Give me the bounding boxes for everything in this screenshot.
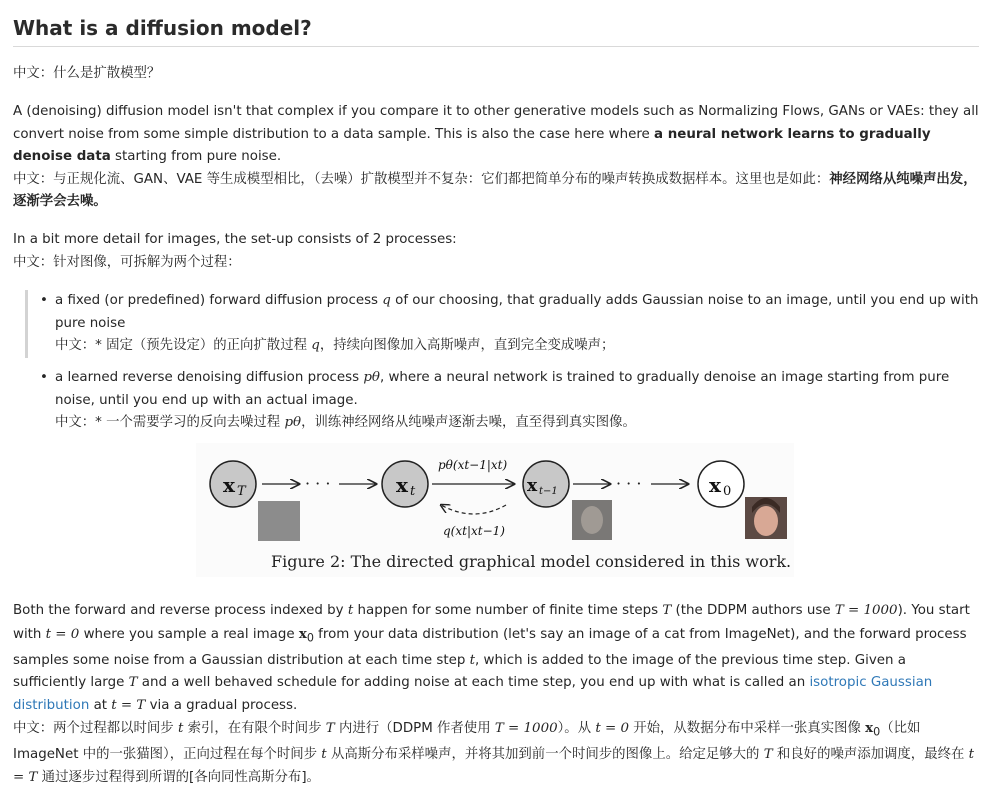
intro-en-text-b: starting from pure noise. [110,149,282,164]
setup-paragraph [13,229,979,274]
reverse-edge-label: pθ(xt−1|xt) [438,458,508,472]
p3-zh-8: 和良好的噪声添加调度，最终在 [772,747,969,763]
p3-zh-sym-T2: T [763,747,773,763]
noisy-face-shape [581,506,603,534]
setup-en: In a bit more detail for images, the set-up consists of 2 processes: [13,232,457,247]
forward-edge-label: q(xt|xt−1) [443,524,505,538]
list-item-reverse [40,367,985,435]
face-skin [754,506,778,536]
node-xT-sub: T [237,484,246,499]
node-xT-label: x [223,473,235,497]
reverse-zh-symbol: pθ [284,415,302,430]
forward-zh-a: 中文：* 固定（预先设定）的正向扩散过程 [55,338,312,353]
intro-en-text-a: A (denoising) diffusion model isn't that complex if you compare it to other generative models such as Normalizing Flows, GANs or VAEs: they all convert noise from some simple distribution to a data sample. This is also the case here where [13,104,979,142]
ellipsis-1: · · · [305,474,331,493]
p3-zh-3: 内进行（DDPM 作者使用 [334,721,495,737]
intro-en [13,101,979,169]
p3-zh-6: （比如 ImageNet 中的一张猫图），正向过程在每个时间步 [13,721,921,763]
forward-en-a: a fixed (or predefined) forward diffusion process [55,293,383,308]
p3-zh-sym-t2: t [321,747,327,763]
forward-zh-symbol: q [311,338,320,353]
forward-en-b: of our choosing, that gradually adds Gaussian noise to an image, until you end up with pure noise [55,293,979,331]
p3-sym-T2: T [128,675,138,691]
isotropic-gaussian-link[interactable]: isotropic Gaussian distribution [13,675,933,713]
ellipsis-2: · · · [616,474,642,493]
node-xt-1-label: x [527,476,538,496]
p3-sym-T: T [662,603,672,618]
reverse-en-a: a learned reverse denoising diffusion process [55,370,364,385]
p3-zh-sym-t: t [177,721,184,737]
time-steps-paragraph [13,600,979,789]
list-item-forward [40,290,980,358]
intro-zh [13,169,979,214]
time-steps-zh [13,717,979,789]
p3-en-1: Both the forward and reverse process indexed by [13,603,348,618]
blockquote-forward-process [25,290,980,358]
p3-eq-tT: t = T [111,697,146,713]
p3-sym-x-sub: 0 [306,631,314,645]
node-x0-sub: 0 [723,484,732,499]
edge-forward [441,505,506,514]
p3-en-4: ). You start with [13,603,970,642]
node-xt-sub: t [410,484,416,499]
p3-en-10: via a gradual process. [145,697,298,713]
p3-zh-9: 通过逐步过程得到所谓的[各向同性高斯分布]。 [37,769,320,785]
reverse-zh-a: 中文：* 一个需要学习的反向去噪过程 [55,415,285,430]
p3-en-9: at [89,697,112,713]
node-xt-1-sub: t−1 [539,486,558,497]
intro-zh-bold: 神经网络从纯噪声出发，逐渐学会去噪。 [13,171,977,209]
setup-zh: 中文：针对图像，可拆解为两个过程： [13,254,241,270]
node-x0 [698,461,744,507]
p3-en-8: and a well behaved schedule for adding noise at each time step, you end up with what is called an [137,675,810,691]
figure-graphical-model [196,443,794,577]
reverse-symbol-p: pθ [363,370,380,385]
graphical-model-diagram [196,443,794,577]
figure-caption: Figure 2: The directed graphical model considered in this work. [271,552,792,571]
noise-image [258,501,300,541]
p3-zh-sym-x-sub: 0 [873,725,881,739]
section-heading: What is a diffusion model? [13,0,979,47]
node-xt-label: x [396,473,408,497]
reverse-zh-b: ，训练神经网络从纯噪声逐渐去噪，直至得到真实图像。 [301,415,636,430]
p3-en-7: , which is added to the image of the previous time step. Given a sufficiently large [13,652,906,691]
zh-title: 中文：什么是扩散模型？ [13,66,161,81]
p3-zh-sym-x: x [865,720,874,737]
intro-zh-text: 中文：与正规化流、GAN、VAE 等生成模型相比，（去噪）扩散模型并不复杂：它们都把简单分布的噪声转换成数据样本。这里也是如此： [13,171,830,187]
node-x0-label: x [709,473,721,497]
p3-zh-7: 从高斯分布采样噪声，并将其加到前一个时间步的图像上。给定足够大的 [326,747,764,763]
p3-zh-eq-T1000: T = 1000 [494,721,558,737]
p3-zh-5: 开始，从数据分布中采样一张真实图像 [628,721,866,737]
p3-en-2: happen for some number of finite time steps [353,603,663,618]
p3-en-5: where you sample a real image [79,626,299,642]
p3-eq-t0: t = 0 [45,626,80,642]
p3-zh-eq-t0: t = 0 [595,721,629,737]
p3-sym-t: t [347,603,354,618]
p3-zh-4: ）。从 [557,721,596,737]
p3-eq-T1000: T = 1000 [834,603,898,618]
p3-zh-1: 中文：两个过程都以时间步 [13,721,178,737]
reverse-en-b: , where a neural network is trained to gradually denoise an image starting from pure noise, until you end up with an actual image. [55,370,950,408]
intro-en-bold: a neural network learns to gradually denoise data [13,126,931,164]
p3-sym-t2: t [469,652,476,668]
p3-zh-2: 索引，在有限个时间步 [183,721,326,737]
p3-en-6: from your data distribution (let's say an image of a cat from ImageNet), and the forward process samples some noise from a Gaussian distribution at each time step [13,626,967,668]
time-steps-en [13,600,979,717]
p3-zh-sym-T: T [325,721,335,737]
p3-zh-eq-tT: t = T [13,747,975,785]
forward-symbol-q: q [382,293,391,308]
forward-zh-b: ，持续向图像加入高斯噪声，直到完全变成噪声； [319,338,615,353]
p3-en-3: (the DDPM authors use [671,603,835,618]
intro-paragraph [13,101,979,214]
p3-sym-x: x [298,625,307,642]
